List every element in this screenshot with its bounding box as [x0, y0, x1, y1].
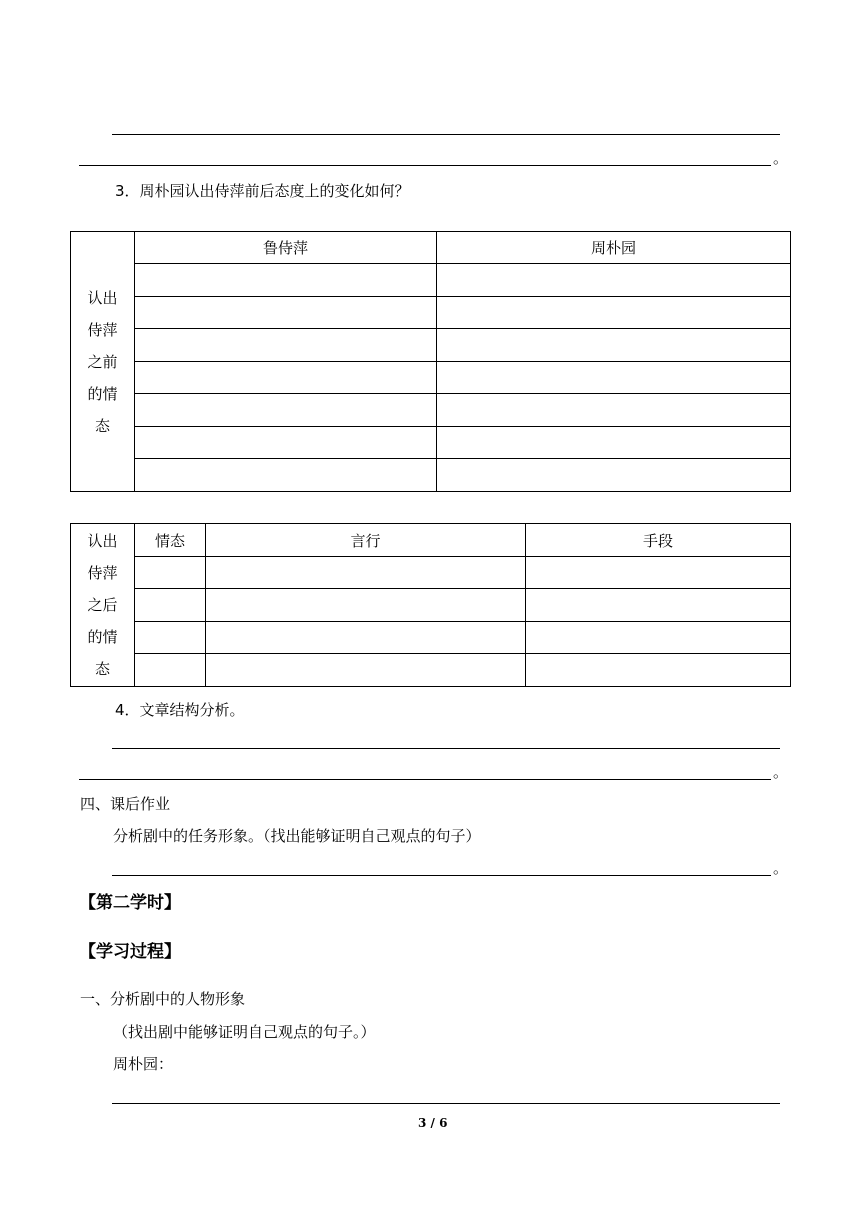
- answer-line: [112, 748, 780, 749]
- answer-line: [112, 875, 771, 876]
- side-label-line: 态: [94, 660, 110, 678]
- side-label-line: 认出: [87, 532, 118, 550]
- answer-cell[interactable]: [135, 622, 206, 654]
- answer-line: [79, 779, 771, 780]
- table-row: [71, 622, 791, 654]
- page-number: 3 / 6: [418, 1116, 448, 1130]
- answer-cell[interactable]: [437, 362, 791, 394]
- answer-cell[interactable]: [135, 264, 437, 297]
- section-1-hint: （找出剧中能够证明自己观点的句子。）: [113, 1023, 376, 1041]
- answer-cell[interactable]: [135, 362, 437, 394]
- side-label-line: 态: [94, 416, 110, 435]
- column-header: 情态: [135, 524, 206, 557]
- answer-cell[interactable]: [135, 394, 437, 427]
- side-label-line: 侍萍: [87, 564, 118, 582]
- answer-cell[interactable]: [206, 654, 526, 687]
- answer-cell[interactable]: [437, 459, 791, 492]
- answer-cell[interactable]: [526, 589, 791, 622]
- side-label-line: 之后: [87, 596, 118, 614]
- answer-cell[interactable]: [135, 589, 206, 622]
- section-4-title: 四、课后作业: [80, 795, 171, 813]
- line-end-period: 。: [773, 763, 789, 781]
- answer-cell[interactable]: [206, 622, 526, 654]
- character-label: 周朴园：: [113, 1055, 174, 1073]
- column-header: 鲁侍萍: [135, 232, 437, 264]
- answer-cell[interactable]: [437, 297, 791, 329]
- question-3: 3．周朴园认出侍萍前后态度上的变化如何？: [115, 182, 410, 200]
- table-row: [71, 589, 791, 622]
- line-end-period: 。: [773, 859, 789, 877]
- side-label-line: 的情: [87, 384, 118, 403]
- answer-cell[interactable]: [526, 622, 791, 654]
- table-row: [71, 297, 791, 329]
- answer-cell[interactable]: [135, 427, 437, 459]
- table-side-label: [71, 232, 135, 492]
- side-label-line: 侍萍: [87, 320, 118, 339]
- table-row: [71, 394, 791, 427]
- table-row: [71, 329, 791, 362]
- answer-cell[interactable]: [206, 557, 526, 589]
- column-header: 周朴园: [437, 232, 791, 264]
- table-row: [71, 264, 791, 297]
- question-4: 4．文章结构分析。: [115, 701, 245, 719]
- second-period-heading: 【第二学时】: [79, 893, 181, 913]
- answer-line: [112, 1103, 780, 1104]
- table-row: [71, 362, 791, 394]
- table-row: [71, 459, 791, 492]
- column-header: 手段: [526, 524, 791, 557]
- table-row: [71, 427, 791, 459]
- table-side-label: [71, 524, 135, 687]
- answer-cell[interactable]: [135, 654, 206, 687]
- homework-task: 分析剧中的任务形象。（找出能够证明自己观点的句子）: [113, 827, 481, 845]
- side-label-line: 认出: [87, 288, 118, 307]
- answer-cell[interactable]: [437, 329, 791, 362]
- section-1-title: 一、分析剧中的人物形象: [80, 990, 246, 1008]
- answer-cell[interactable]: [437, 264, 791, 297]
- answer-cell[interactable]: [437, 427, 791, 459]
- answer-cell[interactable]: [135, 329, 437, 362]
- answer-cell[interactable]: [526, 557, 791, 589]
- answer-cell[interactable]: [135, 557, 206, 589]
- answer-cell[interactable]: [135, 297, 437, 329]
- line-end-period: 。: [773, 149, 789, 167]
- learning-process-heading: 【学习过程】: [79, 942, 181, 962]
- before-recognition-table: [70, 231, 791, 492]
- side-label-line: 之前: [87, 352, 118, 371]
- table-row: [71, 557, 791, 589]
- answer-cell[interactable]: [437, 394, 791, 427]
- answer-line: [79, 165, 771, 166]
- after-recognition-table: [70, 523, 791, 687]
- answer-cell[interactable]: [206, 589, 526, 622]
- answer-line: [112, 134, 780, 135]
- answer-cell[interactable]: [526, 654, 791, 687]
- answer-cell[interactable]: [135, 459, 437, 492]
- side-label-line: 的情: [87, 628, 118, 646]
- table-row: [71, 654, 791, 687]
- column-header: 言行: [206, 524, 526, 557]
